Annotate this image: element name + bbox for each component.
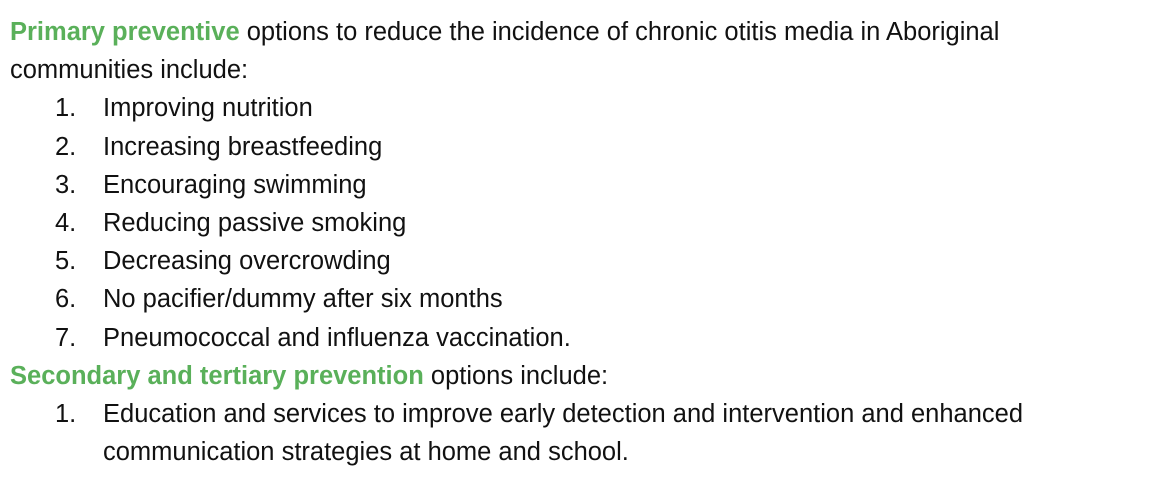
list-item-text: Improving nutrition xyxy=(103,94,313,123)
list-item xyxy=(10,242,1166,280)
primary-intro-text: options to reduce the incidence of chronic otitis media in Aboriginal xyxy=(239,18,1000,46)
list-item-text: Education and services to improve early detection and intervention and enhanced xyxy=(103,400,1024,429)
list-item-number: 1. xyxy=(55,400,77,429)
list-item-number: 4. xyxy=(55,209,77,238)
list-item-text: Decreasing overcrowding xyxy=(103,247,391,276)
list-item xyxy=(10,319,1166,357)
secondary-tertiary-heading: Secondary and tertiary prevention xyxy=(10,361,424,390)
list-item-number: 1. xyxy=(55,94,77,123)
primary-intro-text-continued: communities include: xyxy=(10,56,249,85)
list-item-text: Encouraging swimming xyxy=(103,170,367,199)
list-item xyxy=(10,280,1166,318)
primary-preventive-heading: Primary preventive xyxy=(10,18,240,46)
secondary-intro-text: options include: xyxy=(423,361,609,390)
list-item-text-continued: communication strategies at home and school. xyxy=(103,438,629,467)
list-item-text: Increasing breastfeeding xyxy=(103,132,383,161)
primary-options-list xyxy=(10,89,1166,356)
list-item-number: 7. xyxy=(55,323,77,352)
list-item-number: 6. xyxy=(55,285,77,314)
list-item-text: Pneumococcal and influenza vaccination. xyxy=(103,323,571,352)
list-item-text: Reducing passive smoking xyxy=(103,209,407,238)
list-item-number: 5. xyxy=(55,247,77,276)
list-item-number: 2. xyxy=(55,132,77,161)
list-item xyxy=(10,395,1166,471)
list-item xyxy=(10,128,1166,166)
list-item xyxy=(10,166,1166,204)
secondary-intro-paragraph xyxy=(10,357,1166,395)
secondary-options-list xyxy=(10,395,1166,471)
list-item xyxy=(10,204,1166,242)
primary-intro-paragraph xyxy=(10,13,1166,89)
list-item-text: No pacifier/dummy after six months xyxy=(103,285,503,314)
list-item-number: 3. xyxy=(55,170,77,199)
list-item xyxy=(10,89,1166,127)
